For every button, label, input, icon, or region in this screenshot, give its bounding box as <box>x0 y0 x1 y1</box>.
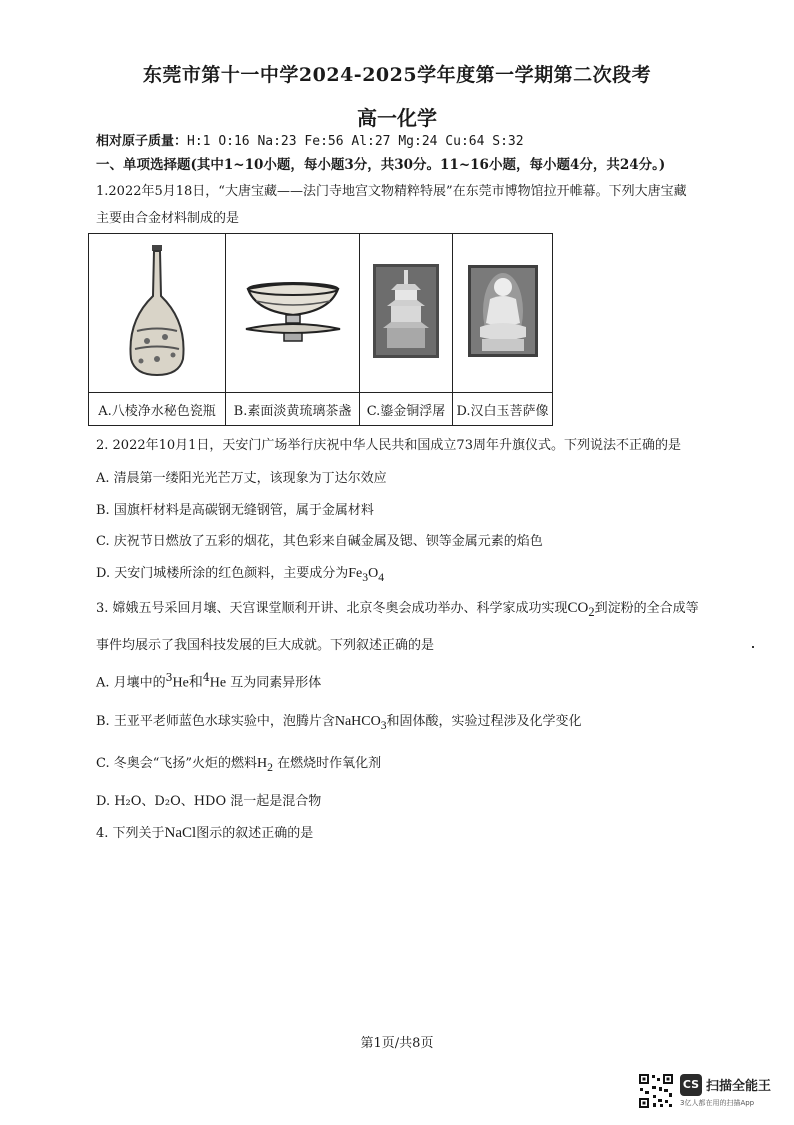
qr-code-icon <box>638 1073 674 1109</box>
q2-option-d <box>96 562 384 584</box>
fe-sub: 3 <box>362 570 369 584</box>
co-symbol: CO <box>567 600 589 616</box>
camscanner-logo-icon: CS <box>680 1074 702 1096</box>
o-symbol: O <box>368 566 379 581</box>
q1-stem-line2: 主要由合金材料制成的是 <box>96 211 240 226</box>
q2-option-c: C. 庆祝节日燃放了五彩的烟花，其色彩来自碱金属及锶、钡等金属元素的焰色 <box>96 534 543 549</box>
fe-symbol: Fe <box>348 566 363 581</box>
nacl-formula: NaCl <box>164 825 197 841</box>
q1-stem-line1: 1.2022年5月18日，“大唐宝藏——法门寺地宫文物精粹特展”在东莞市博物馆拉开帷幕。下列大唐宝藏 <box>96 184 687 199</box>
scan-speck <box>752 646 754 648</box>
q3-stem-text-a: 3. 嫦娥五号采回月壤、天宫课堂顺利开讲、北京冬奥会成功举办、科学家成功实现 <box>96 601 568 616</box>
nahco-symbol: NaHCO <box>334 714 381 729</box>
q3-a-tail: 互为同素异形体 <box>226 675 322 691</box>
q3-c-text: C. 冬奥会“飞扬”火炬的燃料 <box>96 756 258 771</box>
q4-tail: 图示的叙述正确的是 <box>196 826 314 841</box>
h2-sub: 2 <box>267 760 273 774</box>
q3-option-d: D. H₂O、D₂O、HDO 混一起是混合物 <box>96 794 322 809</box>
q1-option-d: D.汉白玉菩萨像 <box>453 393 553 426</box>
q3-option-c <box>96 752 381 774</box>
q3-option-a <box>96 671 321 691</box>
camscanner-name: 扫描全能王 <box>706 1079 772 1094</box>
he3-symbol: He和 <box>172 675 203 691</box>
q3-stem-line1 <box>96 597 699 620</box>
q1-option-c: C.鎏金铜浮屠 <box>360 393 453 426</box>
o-sub: 4 <box>378 570 385 584</box>
co2-sub: 2 <box>588 605 595 619</box>
co2-formula <box>567 600 595 619</box>
h2-formula <box>257 756 273 774</box>
nahco3-sub: 3 <box>380 718 387 732</box>
q3-a-text: A. 月壤中的 <box>96 675 166 691</box>
marble-bodhisattva-image <box>453 234 553 393</box>
atomic-mass-label: 相对原子质量： <box>96 134 188 149</box>
q3-b-text: B. 王亚平老师蓝色水球实验中，泡腾片含 <box>96 714 335 729</box>
q1-options-table <box>88 233 553 426</box>
section-heading: 一、单项选择题(其中1~10小题，每小题3分，共30分。11~16小题，每小题4分，共24分。) <box>96 157 666 173</box>
glass-tea-bowl-image <box>226 234 360 393</box>
he4-symbol: He <box>209 675 227 691</box>
vase-image <box>89 234 226 393</box>
page-number: 第1页/共8页 <box>360 1036 434 1051</box>
q3-stem-text-b: 到淀粉的全合成等 <box>594 601 699 616</box>
exam-title: 东莞市第十一中学2024-2025学年度第一学期第二次段考 <box>142 64 652 86</box>
q1-option-a: A.八棱净水秘色瓷瓶 <box>89 393 226 426</box>
q3-b-tail: 和固体酸，实验过程涉及化学变化 <box>386 714 582 729</box>
q4-stem <box>96 822 313 842</box>
camscanner-slogan: 3亿人都在用的扫描App <box>680 1099 755 1107</box>
h-symbol: H <box>257 756 268 771</box>
q2-stem: 2. 2022年10月1日，天安门广场举行庆祝中华人民共和国成立73周年升旗仪式。下列说法不正确的是 <box>96 438 681 453</box>
q2-option-d-text: D. 天安门城楼所涂的红色颜料，主要成分为 <box>96 566 349 581</box>
atomic-mass-line <box>96 130 524 149</box>
he4-mass: 4 <box>202 671 210 684</box>
he3-mass: 3 <box>165 671 173 684</box>
nahco3-formula <box>334 714 387 732</box>
fe3o4-formula <box>348 566 385 584</box>
atomic-mass-values: H:1 O:16 Na:23 Fe:56 Al:27 Mg:24 Cu:64 S:32 <box>187 134 524 149</box>
q2-option-a: A. 清晨第一缕阳光光芒万丈，该现象为丁达尔效应 <box>96 471 387 486</box>
q4-text: 4. 下列关于 <box>96 826 165 841</box>
q3-stem-line2: 事件均展示了我国科技发展的巨大成就。下列叙述正确的是 <box>96 638 435 653</box>
gilt-bronze-pagoda-image <box>360 234 453 393</box>
q3-c-tail: 在燃烧时作氧化剂 <box>273 756 382 771</box>
q2-option-b: B. 国旗杆材料是高碳钢无缝钢管，属于金属材料 <box>96 503 374 518</box>
exam-subject: 高一化学 <box>357 106 437 130</box>
q1-option-b: B.素面淡黄琉璃茶盏 <box>226 393 360 426</box>
q3-option-b <box>96 710 582 732</box>
